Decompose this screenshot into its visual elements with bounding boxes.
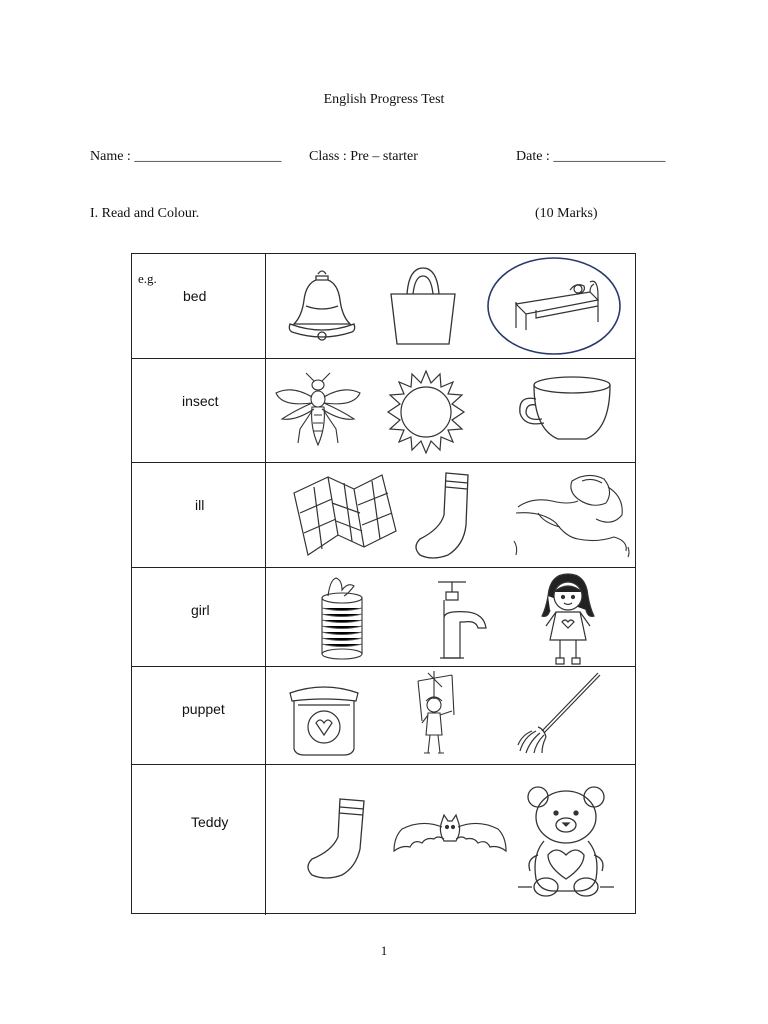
word-cell — [132, 359, 266, 462]
table-row — [132, 359, 635, 463]
page-title: English Progress Test — [323, 92, 445, 107]
tin-can-icon — [318, 574, 366, 664]
word-label: girl — [191, 602, 210, 618]
tap-icon — [432, 574, 492, 662]
table-row — [132, 254, 635, 359]
sock-icon — [302, 795, 368, 881]
puppet-icon — [412, 671, 462, 765]
name-field: Name : _____________________ — [90, 149, 282, 164]
teddy-bear-icon — [518, 783, 614, 899]
table-row — [132, 463, 635, 568]
table-row — [132, 765, 635, 915]
section-heading: I. Read and Colour. — [90, 206, 200, 221]
word-label: Teddy — [191, 814, 229, 830]
word-cell — [132, 254, 266, 358]
page-number: 1 — [380, 943, 388, 958]
word-cell — [132, 463, 266, 567]
sun-icon — [384, 367, 468, 457]
class-label: Class : Pre – starter — [309, 149, 418, 164]
cup-icon — [514, 373, 614, 449]
sock-icon — [410, 469, 476, 563]
word-label: ill — [195, 497, 205, 513]
insect-icon — [272, 371, 364, 457]
word-label: puppet — [182, 701, 225, 717]
section-marks: (10 Marks) — [535, 206, 598, 221]
word-cell — [132, 667, 266, 764]
bat-icon — [392, 811, 508, 863]
map-icon — [290, 469, 400, 561]
jam-jar-icon — [284, 679, 364, 759]
ill-child-icon — [512, 467, 632, 559]
bed-icon — [486, 256, 622, 356]
girl-icon — [538, 572, 598, 668]
word-label: bed — [183, 288, 207, 304]
mop-icon — [516, 671, 602, 757]
exercise-table — [131, 253, 636, 914]
word-label: insect — [182, 393, 219, 409]
bell-icon — [282, 266, 362, 346]
word-cell — [132, 765, 266, 915]
example-label: e.g. — [138, 271, 157, 286]
word-cell — [132, 568, 266, 666]
date-field: Date : ________________ — [516, 149, 666, 164]
table-row — [132, 568, 635, 667]
table-row — [132, 667, 635, 765]
bag-icon — [385, 264, 461, 348]
